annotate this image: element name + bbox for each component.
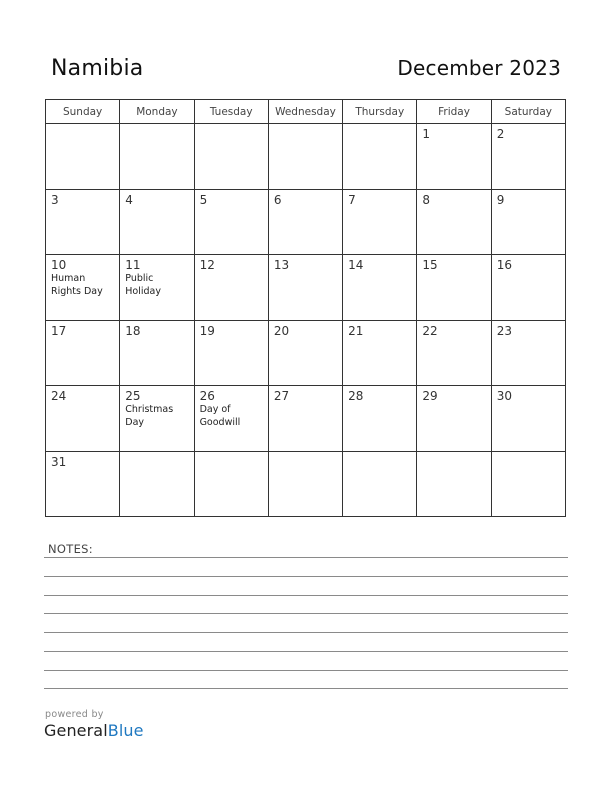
day-number: 29 bbox=[422, 389, 438, 403]
day-number: 15 bbox=[422, 258, 438, 272]
day-cell-23 bbox=[491, 320, 565, 386]
day-number: 25 bbox=[125, 389, 141, 403]
day-cell-4 bbox=[120, 189, 194, 255]
note-line bbox=[44, 595, 568, 596]
notes-label: NOTES: bbox=[48, 542, 93, 556]
day-number: 22 bbox=[422, 323, 438, 338]
day-cell-6 bbox=[268, 189, 342, 255]
day-number: 23 bbox=[496, 323, 512, 338]
empty-day-cell bbox=[46, 124, 120, 190]
day-cell-21 bbox=[343, 320, 417, 386]
day-number: 17 bbox=[51, 323, 67, 338]
day-cell-28 bbox=[343, 386, 417, 452]
empty-day-cell bbox=[194, 124, 268, 190]
day-number: 18 bbox=[125, 323, 141, 338]
day-cell-17 bbox=[46, 320, 120, 386]
day-cell-26 bbox=[194, 386, 268, 452]
empty-day-cell bbox=[268, 451, 342, 517]
note-line bbox=[44, 557, 568, 558]
weekday-header-row bbox=[46, 100, 566, 124]
day-number: 8 bbox=[422, 192, 431, 207]
day-number: 14 bbox=[348, 258, 364, 272]
holiday-label: Human Rights Day bbox=[51, 273, 103, 297]
day-number: 20 bbox=[273, 323, 290, 338]
day-cell-19 bbox=[194, 320, 268, 386]
calendar-body bbox=[46, 124, 566, 517]
weekday-tuesday: Tuesday bbox=[194, 100, 268, 124]
day-cell-7 bbox=[343, 189, 417, 255]
day-cell-25 bbox=[120, 386, 194, 452]
day-cell-31 bbox=[46, 451, 120, 517]
empty-day-cell bbox=[120, 124, 194, 190]
note-line bbox=[44, 632, 568, 633]
brand-blue-text: Blue bbox=[107, 721, 144, 740]
note-line bbox=[44, 651, 568, 652]
empty-day-cell bbox=[491, 451, 565, 517]
empty-day-cell bbox=[343, 124, 417, 190]
weekday-monday: Monday bbox=[120, 100, 194, 124]
day-cell-9 bbox=[491, 189, 565, 255]
weekday-friday: Friday bbox=[417, 100, 491, 124]
holiday-label: Christmas Day bbox=[125, 404, 174, 428]
week-row bbox=[46, 124, 566, 190]
empty-day-cell bbox=[417, 451, 491, 517]
week-row bbox=[46, 189, 566, 255]
holiday-label: Public Holiday bbox=[125, 273, 161, 297]
weekday-wednesday: Wednesday bbox=[268, 100, 342, 124]
day-number: 30 bbox=[496, 389, 512, 403]
day-number: 3 bbox=[51, 192, 59, 207]
day-cell-10 bbox=[46, 255, 120, 321]
day-number: 9 bbox=[496, 192, 505, 207]
day-number: 2 bbox=[496, 127, 505, 141]
day-number: 21 bbox=[348, 323, 364, 338]
day-number: 7 bbox=[348, 192, 356, 207]
day-number: 16 bbox=[496, 258, 512, 272]
day-cell-30 bbox=[491, 386, 565, 452]
day-number: 28 bbox=[348, 389, 364, 403]
day-cell-22 bbox=[417, 320, 491, 386]
day-number: 26 bbox=[199, 389, 215, 403]
note-line bbox=[44, 688, 568, 689]
day-number: 19 bbox=[199, 323, 215, 338]
day-number: 5 bbox=[199, 192, 208, 207]
day-cell-11 bbox=[120, 255, 194, 321]
day-number: 24 bbox=[51, 389, 67, 403]
day-cell-24 bbox=[46, 386, 120, 452]
day-cell-15 bbox=[417, 255, 491, 321]
empty-day-cell bbox=[268, 124, 342, 190]
day-cell-29 bbox=[417, 386, 491, 452]
note-line bbox=[44, 576, 568, 577]
day-cell-14 bbox=[343, 255, 417, 321]
day-number: 13 bbox=[273, 258, 290, 272]
empty-day-cell bbox=[343, 451, 417, 517]
day-cell-20 bbox=[268, 320, 342, 386]
day-number: 4 bbox=[125, 192, 133, 207]
week-row bbox=[46, 451, 566, 517]
day-cell-1 bbox=[417, 124, 491, 190]
day-number: 6 bbox=[273, 192, 282, 207]
day-cell-18 bbox=[120, 320, 194, 386]
calendar-grid bbox=[45, 99, 566, 517]
day-number: 31 bbox=[51, 454, 67, 469]
powered-by-text: powered by bbox=[45, 709, 104, 720]
day-cell-3 bbox=[46, 189, 120, 255]
weekday-sunday: Sunday bbox=[46, 100, 120, 124]
day-cell-5 bbox=[194, 189, 268, 255]
brand-logo[interactable] bbox=[44, 721, 144, 740]
week-row bbox=[46, 255, 566, 321]
day-number: 27 bbox=[273, 389, 290, 403]
empty-day-cell bbox=[120, 451, 194, 517]
note-line bbox=[44, 670, 568, 671]
day-cell-16 bbox=[491, 255, 565, 321]
day-cell-2 bbox=[491, 124, 565, 190]
week-row bbox=[46, 320, 566, 386]
day-number: 10 bbox=[51, 258, 67, 272]
brand-general-text: General bbox=[44, 721, 108, 740]
day-number: 1 bbox=[422, 127, 431, 141]
day-cell-13 bbox=[268, 255, 342, 321]
day-cell-12 bbox=[194, 255, 268, 321]
note-line bbox=[44, 613, 568, 614]
week-row bbox=[46, 386, 566, 452]
month-year-title: December 2023 bbox=[397, 56, 561, 80]
holiday-label: Day of Goodwill bbox=[199, 404, 241, 428]
day-number: 12 bbox=[199, 258, 215, 272]
empty-day-cell bbox=[194, 451, 268, 517]
weekday-saturday: Saturday bbox=[491, 100, 565, 124]
weekday-thursday: Thursday bbox=[343, 100, 417, 124]
country-title: Namibia bbox=[51, 56, 144, 81]
day-cell-27 bbox=[268, 386, 342, 452]
day-number: 11 bbox=[125, 258, 141, 272]
day-cell-8 bbox=[417, 189, 491, 255]
